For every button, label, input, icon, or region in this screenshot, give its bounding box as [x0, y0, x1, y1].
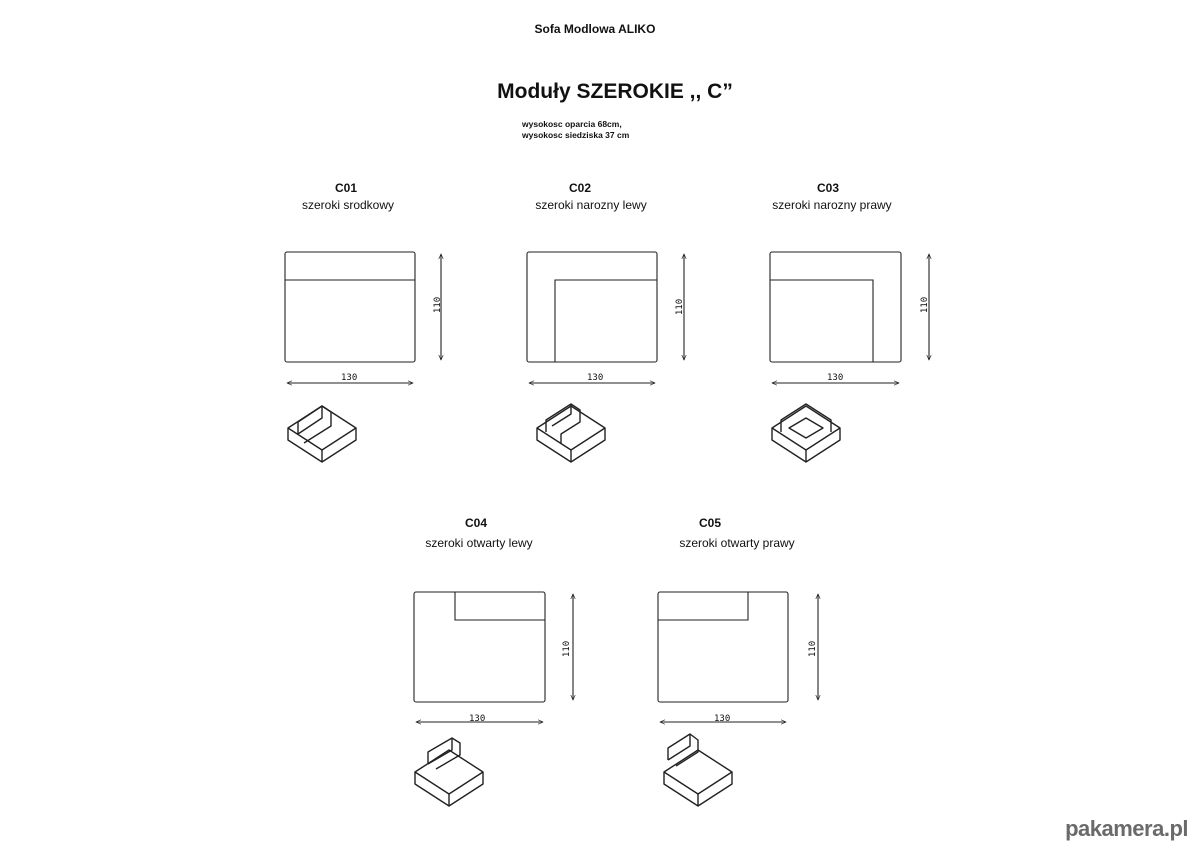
module-c03-plan	[770, 252, 901, 362]
module-c05-code: C05	[698, 516, 721, 530]
watermark-logo: pakamera.pl	[1065, 816, 1188, 841]
module-c01-plan	[285, 252, 415, 362]
spec-backrest-height: wysokosc oparcia 68cm,	[522, 119, 622, 129]
module-c02-width-label: 130	[587, 373, 604, 383]
module-c03-3d-view	[772, 404, 840, 462]
module-c04-name: szeroki otwarty lewy	[425, 536, 533, 550]
module-c05-plan	[658, 592, 788, 702]
module-c04-width-label: 130	[469, 714, 486, 724]
page-title: Moduły SZEROKIE ,, C”	[497, 80, 733, 103]
module-c03-width-label: 130	[827, 373, 844, 383]
module-c04-depth-label: 110	[562, 640, 573, 658]
module-c01-width-label: 130	[341, 373, 358, 383]
module-c03-depth-label: 110	[920, 296, 931, 314]
module-c05-width-label: 130	[714, 714, 731, 724]
module-c02-plan	[527, 252, 657, 362]
module-c02-name: szeroki narozny lewy	[535, 198, 647, 212]
module-c05-name: szeroki otwarty prawy	[679, 536, 795, 550]
module-c01-code: C01	[334, 181, 357, 195]
module-c01-depth-label: 110	[433, 296, 444, 314]
module-c04-code: C04	[464, 516, 487, 530]
module-c01-3d-view	[288, 406, 356, 462]
module-c02-depth-label: 110	[675, 298, 686, 316]
brand-title: Sofa Modlowa ALIKO	[534, 22, 656, 36]
spec-seat-height: wysokosc siedziska 37 cm	[522, 130, 630, 140]
module-c02-code: C02	[568, 181, 591, 195]
module-c05-3d-view	[664, 734, 732, 806]
module-c04-3d-view	[415, 738, 483, 806]
module-c05-depth-label: 110	[808, 640, 819, 658]
module-c04-plan	[414, 592, 545, 702]
module-c03-name: szeroki narozny prawy	[772, 198, 892, 212]
module-c02-3d-view	[537, 404, 605, 462]
module-c03-code: C03	[816, 181, 839, 195]
module-c01-name: szeroki srodkowy	[301, 198, 395, 212]
